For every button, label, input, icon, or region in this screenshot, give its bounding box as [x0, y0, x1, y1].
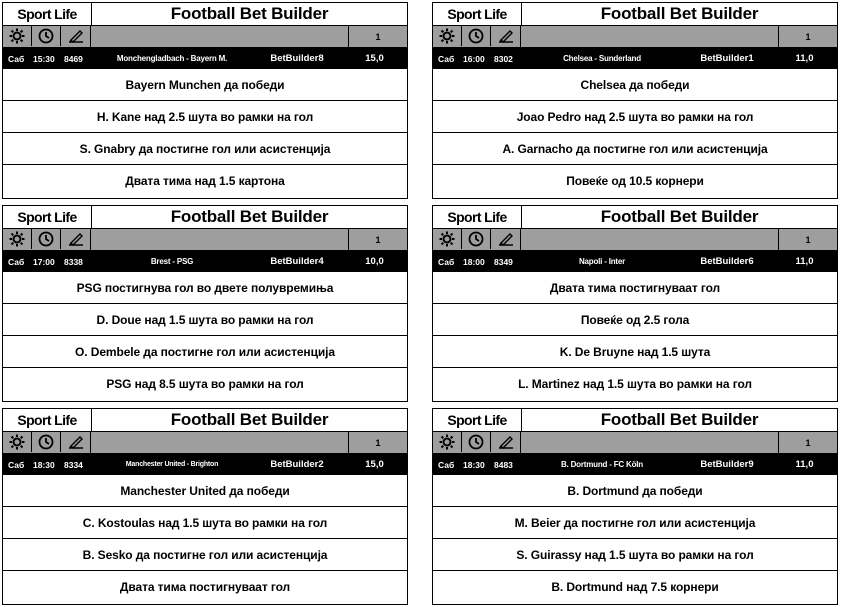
- odds-value: 15,0: [365, 459, 384, 470]
- selection-row: S. Gnabry да постигне гол или асистенција: [3, 133, 407, 165]
- clock-icon[interactable]: [32, 229, 61, 249]
- pen-icon[interactable]: [61, 229, 90, 249]
- selection-row: M. Beier да постигне гол или асистенција: [433, 507, 837, 539]
- selection-row: Двата тима постигнуваат гол: [433, 272, 837, 304]
- bar-spacer: [91, 26, 348, 47]
- bet-card-1: [2, 2, 408, 199]
- match-row[interactable]: [433, 454, 837, 475]
- match-code: 8302: [494, 53, 513, 64]
- card-title: Football Bet Builder: [170, 4, 329, 23]
- card-title: Football Bet Builder: [600, 207, 759, 226]
- pen-icon[interactable]: [61, 26, 90, 46]
- match-code: 8334: [64, 459, 83, 470]
- sun-icon[interactable]: [3, 229, 32, 249]
- selection-row: A. Garnacho да постигне гол или асистенција: [433, 133, 837, 165]
- card-header: [433, 409, 837, 432]
- betbuilder-label: BetBuilder6: [700, 256, 754, 267]
- selection-row: PSG над 8.5 шута во рамки на гол: [106, 377, 304, 391]
- match-time: 17:00: [33, 256, 55, 267]
- bet-card-2: [432, 2, 838, 199]
- selection-row: Chelsea да победи: [433, 69, 837, 101]
- count-value: 1: [778, 432, 837, 453]
- bar-spacer: [521, 229, 778, 250]
- selection-row: Manchester United да победи: [3, 475, 407, 507]
- match-row[interactable]: [3, 454, 407, 475]
- pen-icon[interactable]: [491, 432, 520, 452]
- match-day: Саб: [8, 459, 25, 470]
- selection-row: Двата тима постигнуваат гол: [119, 580, 291, 594]
- selection-row: Повеќе од 2.5 гола: [433, 304, 837, 336]
- card-header: [3, 3, 407, 26]
- match-time: 18:00: [463, 256, 485, 267]
- sun-icon[interactable]: [3, 26, 32, 46]
- card-title: Football Bet Builder: [170, 207, 329, 226]
- count-value: 1: [778, 26, 837, 47]
- betbuilder-label: BetBuilder9: [700, 459, 754, 470]
- toolbar: [3, 26, 407, 48]
- selection-row: B. Dortmund да победи: [433, 475, 837, 507]
- odds-value: 15,0: [365, 53, 384, 64]
- bet-card-3: [2, 205, 408, 402]
- icon-group: [3, 229, 91, 250]
- match-time: 18:30: [463, 459, 485, 470]
- match-teams: Monchengladbach - Bayern M.: [116, 54, 228, 63]
- card-header: [3, 206, 407, 229]
- toolbar: [433, 432, 837, 454]
- count-value: 1: [348, 229, 407, 250]
- clock-icon[interactable]: [462, 229, 491, 249]
- clock-icon[interactable]: [32, 26, 61, 46]
- bar-spacer: [91, 229, 348, 250]
- selection-row: Joao Pedro над 2.5 шута во рамки на гол: [433, 101, 837, 133]
- toolbar: [3, 432, 407, 454]
- match-teams: Napoli - Inter: [578, 257, 626, 266]
- card-title: Football Bet Builder: [170, 410, 329, 429]
- count-value: 1: [348, 26, 407, 47]
- pen-icon[interactable]: [491, 229, 520, 249]
- clock-icon[interactable]: [462, 432, 491, 452]
- match-row[interactable]: [3, 48, 407, 69]
- match-day: Саб: [8, 53, 25, 64]
- card-header: [3, 409, 407, 432]
- selection-row: B. Sesko да постигне гол или асистенција: [3, 539, 407, 571]
- count-value: 1: [348, 432, 407, 453]
- selection-row: L. Martinez над 1.5 шута во рамки на гол: [518, 377, 752, 391]
- sun-icon[interactable]: [3, 432, 32, 452]
- selection-row: S. Guirassy над 1.5 шута во рамки на гол: [433, 539, 837, 571]
- count-value: 1: [778, 229, 837, 250]
- match-day: Саб: [438, 459, 455, 470]
- match-row[interactable]: [433, 48, 837, 69]
- icon-group: [433, 26, 521, 47]
- selection-row: O. Dembele да постигне гол или асистенција: [3, 336, 407, 368]
- match-code: 8338: [64, 256, 83, 267]
- match-day: Саб: [8, 256, 25, 267]
- odds-value: 11,0: [795, 53, 814, 64]
- toolbar: [3, 229, 407, 251]
- sun-icon[interactable]: [433, 229, 462, 249]
- icon-group: [433, 229, 521, 250]
- selection-row: B. Dortmund над 7.5 корнери: [551, 580, 719, 594]
- bar-spacer: [91, 432, 348, 453]
- card-title: Football Bet Builder: [600, 410, 759, 429]
- brand-label: Sport Life: [3, 409, 92, 431]
- match-time: 15:30: [33, 53, 55, 64]
- betbuilder-label: BetBuilder4: [270, 256, 324, 267]
- selection-row: PSG постигнува гол во двете полувремиња: [3, 272, 407, 304]
- odds-value: 11,0: [795, 459, 814, 470]
- card-title: Football Bet Builder: [600, 4, 759, 23]
- match-teams: Brest - PSG: [150, 257, 194, 266]
- match-day: Саб: [438, 53, 455, 64]
- pen-icon[interactable]: [491, 26, 520, 46]
- match-time: 16:00: [463, 53, 485, 64]
- match-code: 8469: [64, 53, 83, 64]
- match-teams: B. Dortmund - FC Köln: [560, 460, 643, 469]
- sun-icon[interactable]: [433, 432, 462, 452]
- bar-spacer: [521, 26, 778, 47]
- card-header: [433, 3, 837, 26]
- clock-icon[interactable]: [462, 26, 491, 46]
- bet-card-6: [432, 408, 838, 605]
- bar-spacer: [521, 432, 778, 453]
- brand-label: Sport Life: [433, 409, 522, 431]
- betbuilder-label: BetBuilder2: [270, 459, 324, 470]
- icon-group: [3, 26, 91, 47]
- selection-row: C. Kostoulas над 1.5 шута во рамки на гол: [3, 507, 407, 539]
- brand-label: Sport Life: [3, 3, 92, 25]
- selection-row: Повеќе од 10.5 корнери: [566, 174, 704, 188]
- match-row[interactable]: [433, 251, 837, 272]
- brand-label: Sport Life: [433, 206, 522, 228]
- selection-row: Bayern Munchen да победи: [3, 69, 407, 101]
- selection-row: K. De Bruyne над 1.5 шута: [433, 336, 837, 368]
- match-code: 8483: [494, 459, 513, 470]
- betbuilder-label: BetBuilder1: [700, 53, 754, 64]
- clock-icon[interactable]: [32, 432, 61, 452]
- match-teams: Manchester United - Brighton: [125, 461, 219, 468]
- odds-value: 11,0: [795, 256, 814, 267]
- sun-icon[interactable]: [433, 26, 462, 46]
- selection-row: H. Kane над 2.5 шута во рамки на гол: [3, 101, 407, 133]
- match-row[interactable]: [3, 251, 407, 272]
- brand-label: Sport Life: [433, 3, 522, 25]
- bet-card-5: [2, 408, 408, 605]
- match-code: 8349: [494, 256, 513, 267]
- icon-group: [3, 432, 91, 453]
- toolbar: [433, 229, 837, 251]
- match-teams: Chelsea - Sunderland: [563, 54, 641, 63]
- icon-group: [433, 432, 521, 453]
- brand-label: Sport Life: [3, 206, 92, 228]
- selection-row: Двата тима над 1.5 картона: [125, 174, 285, 188]
- card-header: [433, 206, 837, 229]
- betbuilder-label: BetBuilder8: [270, 53, 324, 64]
- match-time: 18:30: [33, 459, 55, 470]
- selection-row: D. Doue над 1.5 шута во рамки на гол: [3, 304, 407, 336]
- bet-card-4: [432, 205, 838, 402]
- toolbar: [433, 26, 837, 48]
- odds-value: 10,0: [365, 256, 384, 267]
- pen-icon[interactable]: [61, 432, 90, 452]
- match-day: Саб: [438, 256, 455, 267]
